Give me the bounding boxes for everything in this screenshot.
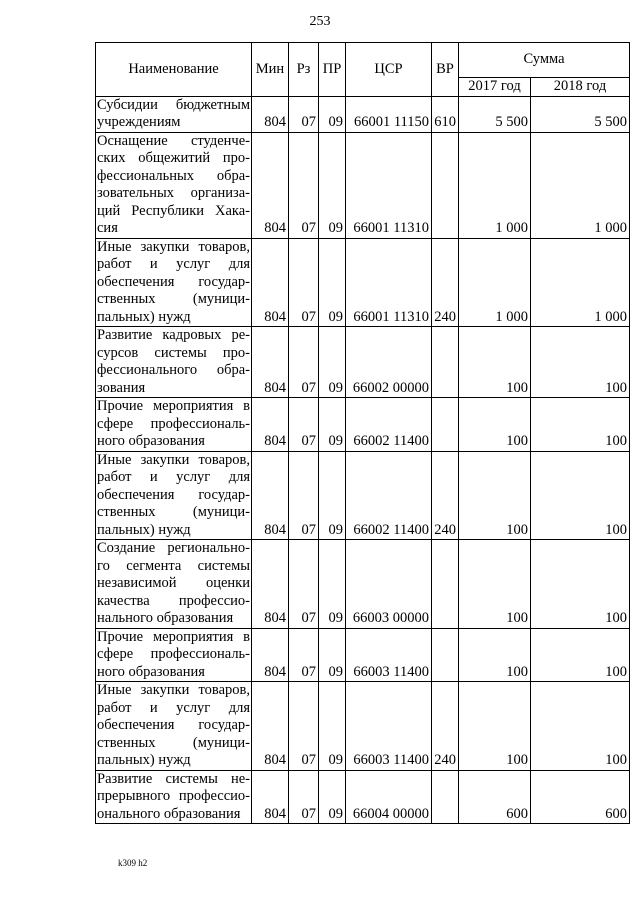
row-name-line: Прочие мероприятия в xyxy=(97,398,250,414)
row-name-line: Иные закупки товаров, xyxy=(97,451,250,468)
row-name-line: работ и услуг для xyxy=(97,699,250,716)
cell-rz: 07 xyxy=(289,238,319,327)
cell-pr: 09 xyxy=(319,682,346,771)
table-row xyxy=(96,238,630,327)
cell-csr: 66002 11400 xyxy=(346,451,432,540)
row-name-line: Создание регионально- xyxy=(97,540,250,556)
row-name xyxy=(96,451,252,540)
row-name-line: сфере профессиональ- xyxy=(97,646,250,662)
table-row xyxy=(96,682,630,771)
row-name-line: ских общежитий про- xyxy=(97,150,250,166)
row-name-line: качества профессио- xyxy=(97,592,250,609)
row-name-line: работ и услуг для xyxy=(97,469,250,485)
row-name-line: онального образования xyxy=(97,805,241,822)
header-sum: Сумма xyxy=(459,43,630,78)
cell-csr: 66001 11310 xyxy=(346,238,432,327)
cell-csr: 66001 11150 xyxy=(346,96,432,132)
row-name-line: пальных) нужд xyxy=(97,521,191,538)
cell-pr: 09 xyxy=(319,132,346,238)
row-name xyxy=(96,238,252,327)
cell-min: 804 xyxy=(252,132,289,238)
cell-csr: 66003 11400 xyxy=(346,682,432,771)
cell-pr: 09 xyxy=(319,238,346,327)
cell-y2018: 100 xyxy=(531,327,630,398)
cell-vr: 240 xyxy=(432,238,459,327)
row-name-line: Иные закупки товаров, xyxy=(97,238,250,255)
row-name xyxy=(96,682,252,771)
row-name-line: обеспечения государ- xyxy=(97,717,250,733)
row-name-line: пальных) нужд xyxy=(97,308,191,325)
row-name-line: Оснащение студенче- xyxy=(97,132,250,149)
cell-pr: 09 xyxy=(319,540,346,629)
cell-rz: 07 xyxy=(289,96,319,132)
row-name-line: Субсидии бюджетным xyxy=(97,96,250,113)
row-name-line: прерывного профессио- xyxy=(97,788,250,804)
row-name-line: ственных (муници- xyxy=(97,734,250,751)
header-2017: 2017 год xyxy=(459,78,531,97)
row-name-line: сия xyxy=(97,220,118,236)
cell-vr xyxy=(432,398,459,452)
row-name-line: Развитие системы не- xyxy=(97,770,250,787)
cell-y2018: 1 000 xyxy=(531,132,630,238)
table-row xyxy=(96,770,630,824)
header-2018: 2018 год xyxy=(531,78,630,97)
row-name-line: сурсов системы про- xyxy=(97,344,250,361)
cell-pr: 09 xyxy=(319,96,346,132)
header-pr: ПР xyxy=(319,43,346,97)
table-row xyxy=(96,451,630,540)
cell-min: 804 xyxy=(252,96,289,132)
cell-rz: 07 xyxy=(289,770,319,824)
cell-y2018: 600 xyxy=(531,770,630,824)
cell-vr xyxy=(432,327,459,398)
cell-csr: 66002 11400 xyxy=(346,398,432,452)
row-name-line: нального образования xyxy=(97,610,234,626)
cell-csr: 66004 00000 xyxy=(346,770,432,824)
row-name-line: Прочие мероприятия в xyxy=(97,628,250,645)
cell-y2018: 100 xyxy=(531,451,630,540)
row-name-line: обеспечения государ- xyxy=(97,486,250,503)
table-row xyxy=(96,96,630,132)
cell-min: 804 xyxy=(252,451,289,540)
cell-pr: 09 xyxy=(319,628,346,682)
cell-min: 804 xyxy=(252,238,289,327)
header-min: Мин xyxy=(252,43,289,97)
cell-csr: 66003 00000 xyxy=(346,540,432,629)
cell-y2017: 100 xyxy=(459,628,531,682)
cell-y2018: 100 xyxy=(531,540,630,629)
table-row xyxy=(96,628,630,682)
cell-rz: 07 xyxy=(289,132,319,238)
row-name-line: ного образования xyxy=(97,663,205,680)
cell-rz: 07 xyxy=(289,682,319,771)
row-name-line: зовательных организа- xyxy=(97,185,250,201)
cell-y2018: 100 xyxy=(531,682,630,771)
cell-min: 804 xyxy=(252,770,289,824)
header-name: Наименование xyxy=(96,43,252,97)
row-name-line: ственных (муници- xyxy=(97,504,250,520)
table-row xyxy=(96,398,630,452)
row-name-line: учреждениям xyxy=(97,114,181,130)
row-name-line: фессиональных обра- xyxy=(97,167,250,184)
row-name-line: зования xyxy=(97,379,146,396)
cell-csr: 66003 11400 xyxy=(346,628,432,682)
row-name xyxy=(96,770,252,824)
row-name-line: Развитие кадровых ре- xyxy=(97,327,250,343)
cell-y2018: 100 xyxy=(531,628,630,682)
cell-rz: 07 xyxy=(289,540,319,629)
cell-pr: 09 xyxy=(319,398,346,452)
header-rz: Рз xyxy=(289,43,319,97)
row-name xyxy=(96,628,252,682)
cell-rz: 07 xyxy=(289,327,319,398)
cell-vr xyxy=(432,628,459,682)
budget-table xyxy=(95,42,630,824)
cell-min: 804 xyxy=(252,540,289,629)
row-name-line: ственных (муници- xyxy=(97,291,250,307)
cell-y2017: 100 xyxy=(459,398,531,452)
cell-y2018: 5 500 xyxy=(531,96,630,132)
row-name-line: Иные закупки товаров, xyxy=(97,682,250,698)
row-name-line: ного образования xyxy=(97,433,205,449)
cell-vr xyxy=(432,132,459,238)
cell-pr: 09 xyxy=(319,327,346,398)
cell-min: 804 xyxy=(252,682,289,771)
cell-csr: 66001 11310 xyxy=(346,132,432,238)
cell-min: 804 xyxy=(252,327,289,398)
cell-y2017: 1 000 xyxy=(459,132,531,238)
cell-pr: 09 xyxy=(319,770,346,824)
cell-y2017: 100 xyxy=(459,327,531,398)
cell-y2017: 100 xyxy=(459,451,531,540)
page-number: 253 xyxy=(309,14,331,29)
footer-code: k309 h2 xyxy=(118,858,148,868)
table-row xyxy=(96,132,630,238)
cell-pr: 09 xyxy=(319,451,346,540)
row-name xyxy=(96,96,252,132)
header-csr: ЦСР xyxy=(346,43,432,97)
row-name-line: независимой оценки xyxy=(97,575,250,591)
row-name-line: работ и услуг для xyxy=(97,256,250,272)
cell-y2018: 100 xyxy=(531,398,630,452)
row-name-line: фессионального обра- xyxy=(97,362,250,378)
cell-y2018: 1 000 xyxy=(531,238,630,327)
cell-vr: 240 xyxy=(432,451,459,540)
cell-min: 804 xyxy=(252,628,289,682)
cell-vr: 240 xyxy=(432,682,459,771)
cell-csr: 66002 00000 xyxy=(346,327,432,398)
cell-rz: 07 xyxy=(289,451,319,540)
cell-vr xyxy=(432,770,459,824)
cell-y2017: 1 000 xyxy=(459,238,531,327)
table-body xyxy=(96,96,630,824)
row-name-line: ций Республики Хака- xyxy=(97,202,250,219)
row-name-line: обеспечения государ- xyxy=(97,273,250,290)
cell-vr: 610 xyxy=(432,96,459,132)
cell-vr xyxy=(432,540,459,629)
cell-rz: 07 xyxy=(289,398,319,452)
table-row xyxy=(96,540,630,629)
row-name-line: го сегмента системы xyxy=(97,557,250,574)
row-name xyxy=(96,398,252,452)
header-vr: ВР xyxy=(432,43,459,97)
row-name xyxy=(96,327,252,398)
cell-rz: 07 xyxy=(289,628,319,682)
row-name-line: сфере профессиональ- xyxy=(97,415,250,432)
row-name xyxy=(96,132,252,238)
cell-min: 804 xyxy=(252,398,289,452)
row-name-line: пальных) нужд xyxy=(97,752,191,768)
cell-y2017: 100 xyxy=(459,682,531,771)
cell-y2017: 5 500 xyxy=(459,96,531,132)
table-row xyxy=(96,327,630,398)
row-name xyxy=(96,540,252,629)
cell-y2017: 600 xyxy=(459,770,531,824)
cell-y2017: 100 xyxy=(459,540,531,629)
